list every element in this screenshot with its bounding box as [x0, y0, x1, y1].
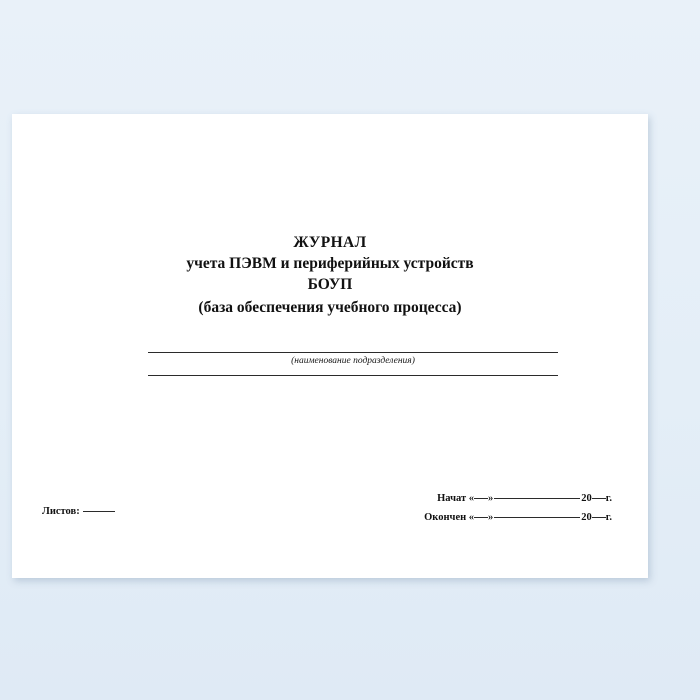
started-row[interactable] — [424, 489, 612, 508]
finished-label: Окончен — [424, 512, 467, 523]
document-page — [12, 114, 648, 578]
finished-quote-close: » — [488, 512, 494, 523]
document-title-expansion: (база обеспечения учебного процесса) — [198, 299, 462, 316]
leaves-count-field[interactable] — [42, 506, 115, 517]
finished-year-suffix: г. — [605, 512, 612, 523]
started-quote-close: » — [488, 493, 494, 504]
leaves-label: Листов: — [42, 506, 80, 517]
leaves-blank[interactable] — [83, 511, 115, 512]
document-cover-sheet — [12, 114, 648, 578]
finished-year-blank[interactable] — [592, 517, 606, 518]
finished-day-blank[interactable] — [474, 517, 488, 518]
started-day-blank[interactable] — [474, 498, 488, 499]
started-quote-open: « — [468, 493, 475, 504]
document-title-main: ЖУРНАЛ — [293, 234, 367, 251]
finished-year-prefix: 20 — [581, 512, 592, 523]
date-fields — [424, 489, 612, 527]
finished-row[interactable] — [424, 508, 612, 527]
subdivision-caption: (наименование подразделения) — [291, 356, 415, 366]
document-title-subject: учета ПЭВМ и периферийных устройств — [186, 255, 474, 272]
document-title-abbrev: БОУП — [307, 276, 353, 293]
started-month-blank[interactable] — [494, 498, 580, 499]
started-label: Начат — [437, 493, 467, 504]
started-year-suffix: г. — [605, 493, 612, 504]
subdivision-fields — [148, 352, 558, 376]
subdivision-line-2[interactable] — [148, 375, 558, 376]
finished-month-blank[interactable] — [494, 517, 580, 518]
started-year-prefix: 20 — [581, 493, 592, 504]
finished-quote-open: « — [468, 512, 475, 523]
started-year-blank[interactable] — [592, 498, 606, 499]
title-block — [12, 232, 648, 320]
